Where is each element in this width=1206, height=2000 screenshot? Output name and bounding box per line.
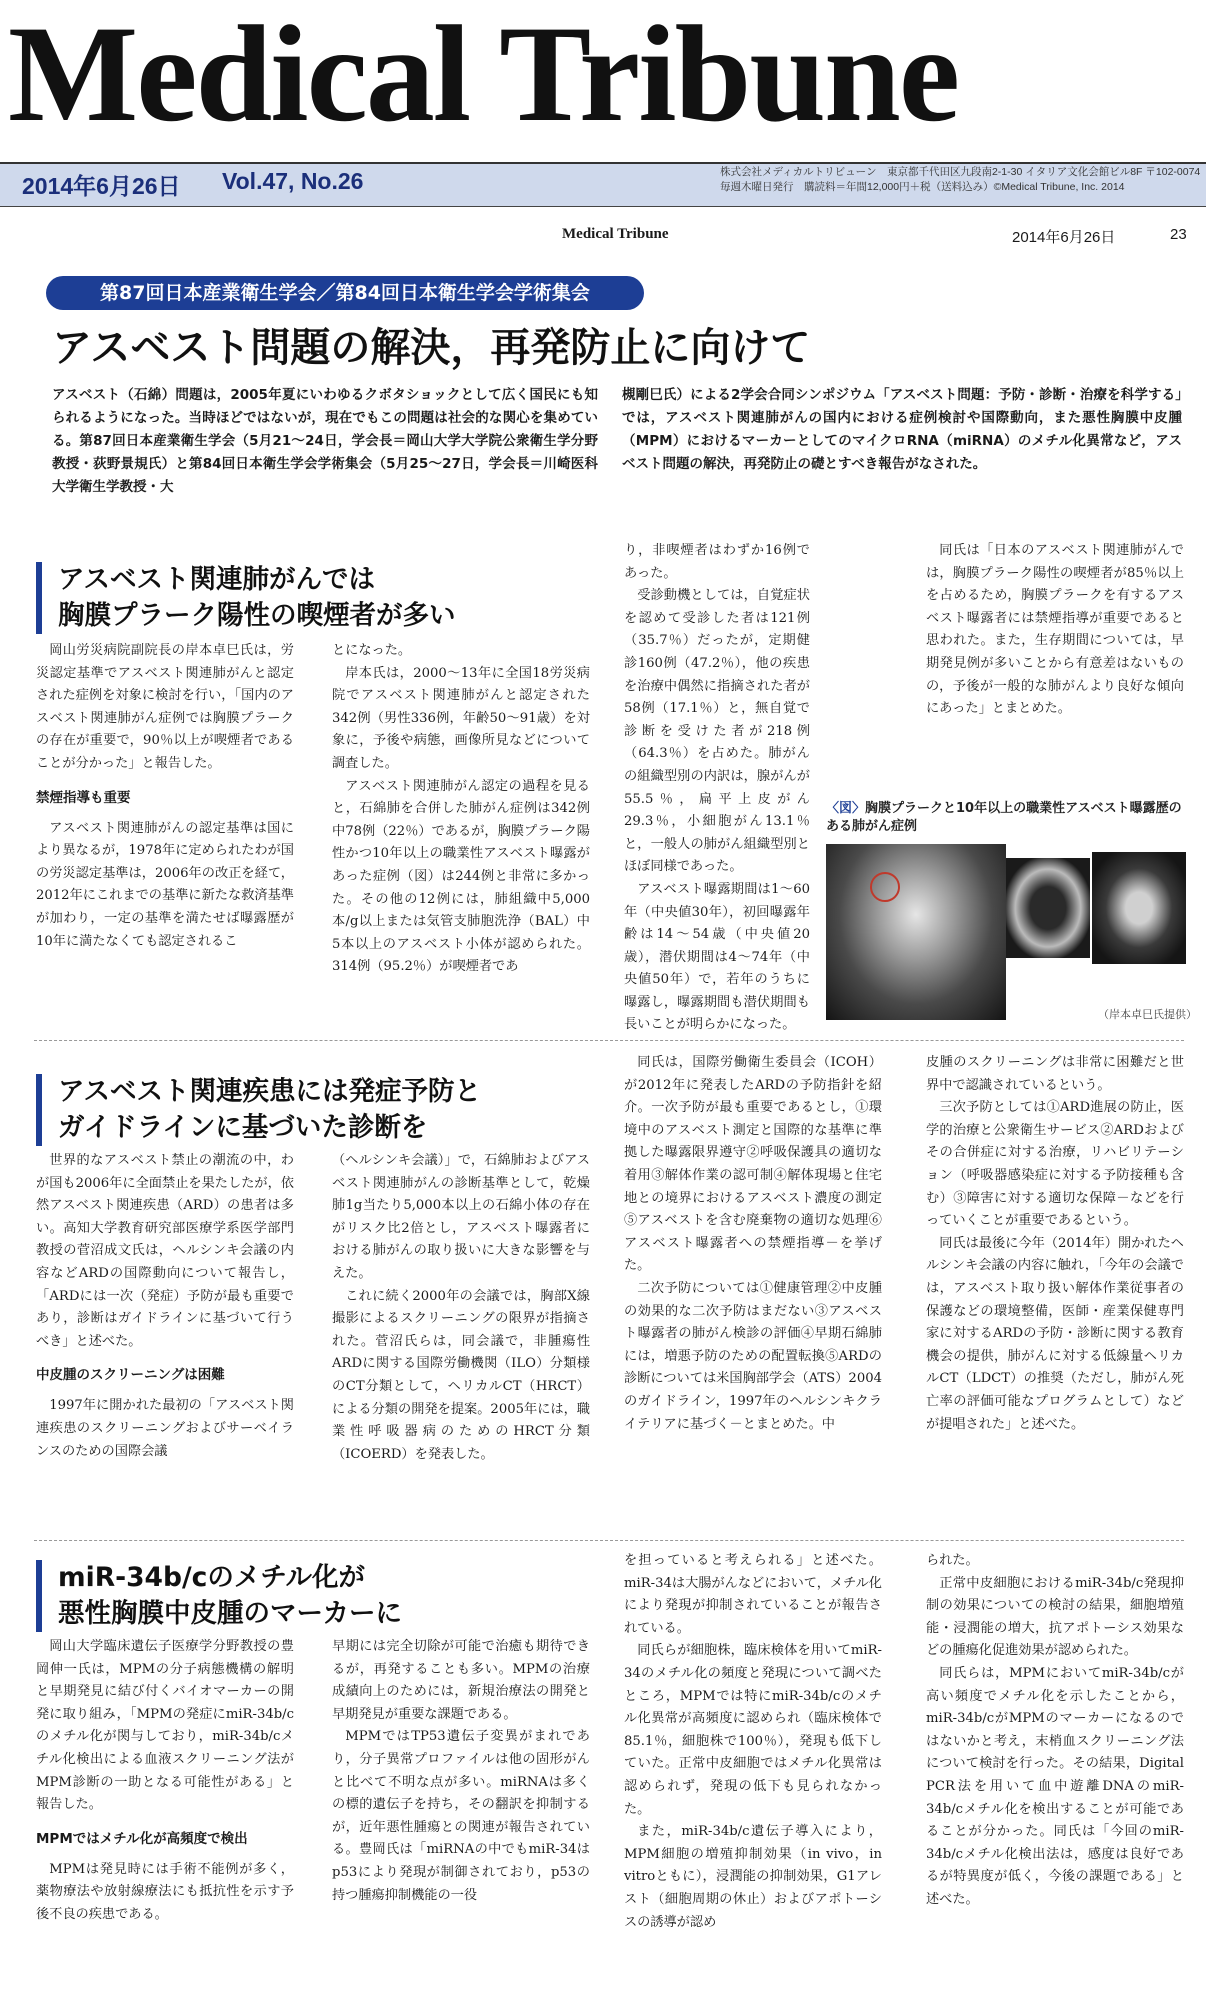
s1-column-4 (926, 540, 1184, 721)
s3-subheading: MPMではメチル化が高頻度で検出 (36, 1830, 248, 1847)
section-1-heading (36, 562, 456, 634)
s2-paragraph: 1997年に開かれた最初の「アスベスト関連疾患のスクリーニングおよびサーベイランスのための国際会議 (36, 1398, 294, 1459)
s1-paragraph: 岡山労災病院副院長の岸本卓巳氏は，労災認定基準でアスベスト関連肺がんと認定された症例を対象に検討を行い，「国内のアスベスト関連肺がん症例では胸膜プラークの存在が重要で，90％以上が喫煙者であることが分かった」と報告した。 (36, 643, 294, 771)
ct-scan-image-1 (1006, 858, 1090, 958)
s2-paragraph: 三次予防としては①ARD進展の防止，医学的治療と公衆衛生サービス②ARDおよびその合併症に対する治療，リハビリテーション（呼吸器感染症に対する予防接種も含む）③障害に対する適切な保障－などを行っていくことが重要であるという。 (926, 1100, 1184, 1229)
section-2-heading-line-2: ガイドラインに基づいた診断を (58, 1112, 428, 1143)
publisher-line-1: 株式会社メディカルトリビューン 東京都千代田区九段南2-1-30 イタリア文化会館ビル8F 〒102-0074 (720, 166, 1201, 178)
s2-paragraph: 世界的なアスベスト禁止の潮流の中，わが国も2006年に全面禁止を果たしたが，依然アスベスト関連疾患（ARD）の患者は多い。高知大学教育研究部医療学系医学部門教授の菅沼成文氏は，ヘルシンキ会議の内容などARDの国際動向について報告し，「ARDには一次（発症）予防が最も重要であり，診断はガイドラインに基づいて行うべき」と述べた。 (36, 1153, 294, 1349)
s3-column-2 (332, 1636, 590, 1907)
s1-column-3 (624, 540, 810, 1037)
s2-paragraph: 皮腫のスクリーニングは非常に困難だと世界中で認識されているという。 (926, 1055, 1184, 1093)
s1-subheading: 禁煙指導も重要 (36, 789, 131, 806)
s3-paragraph: を担っていると考えられる」と述べた。miR-34は大腸がんなどにおいて，メチル化により発現が抑制されていることが報告されている。 (624, 1553, 882, 1636)
running-head-paper: Medical Tribune (562, 226, 669, 242)
s3-paragraph: 岡山大学臨床遺伝子医療学分野教授の豊岡伸一氏は，MPMの分子病態機構の解明と早期発見に結び付くバイオマーカーの開発に取り組み，「MPMの発症にmiR-34b/cのメチル化が関与しており，miR-34b/cメチル化検出による血液スクリーニング法がMPM診断の一助となる可能性がある」と報告した。 (36, 1639, 294, 1813)
section-2-heading (36, 1074, 481, 1146)
publisher-line-2: 毎週木曜日発行 購読料＝年間12,000円＋税（送料込み）©Medical Tribune, Inc. 2014 (720, 181, 1125, 193)
s2-column-3 (624, 1052, 882, 1436)
s1-paragraph: 岸本氏は，2000〜13年に全国18労災病院でアスベスト関連肺がんと認定された342例（男性336例，年齢50〜91歳）を対象に，予後や病態，画像所見などについて調査した。 (332, 665, 590, 771)
section-1-heading-line-2: 胸膜プラーク陽性の喫煙者が多い (58, 600, 456, 631)
s1-column-1 (36, 640, 294, 953)
s2-paragraph: これに続く2000年の会議では，胸部X線撮影によるスクリーニングの限界が指摘された。菅沼氏らは，同会議で，非腫瘍性ARDに関する国際労働機関（ILO）分類様のCT分類として，ヘリカルCT（HRCT）による分類の開発を提案。2005年には，職業性呼吸器病のためのHRCT分類（ICOERD）を発表した。 (332, 1288, 590, 1462)
s1-paragraph: アスベスト関連肺がん認定の過程を見ると，石綿肺を合併した肺がん症例は342例中78例（22％）であるが，胸膜プラーク陽性かつ10年以上の職業性アスベスト曝露があった症例（図）は244例と非常に多かった。その他の12例には，肺組織中5,000本/g以上または気管支肺胞洗浄（BAL）中5本以上のアスベスト小体が認められた。314例（95.2％）が喫煙者であ (332, 778, 590, 975)
s1-paragraph: アスベスト曝露期間は1〜60年（中央値30年），初回曝露年齢は14〜54歳（中央値20歳），潜伏期間は4〜74年（中央値50年）で，若年のうちに曝露し，曝露期間も潜伏期間も長いことが明らかになった。 (624, 881, 810, 1033)
s3-column-3 (624, 1550, 882, 1934)
section-3-heading-line-1: miR-34b/cのメチル化が (58, 1562, 366, 1593)
s2-column-2 (332, 1150, 590, 1466)
s3-paragraph: られた。 (926, 1553, 979, 1568)
publisher-info (720, 165, 1200, 195)
s3-paragraph: 正常中皮細胞におけるmiR-34b/c発現抑制の効果についての検討の結果，細胞増殖能・浸潤能の増大，抗アポトーシス効果などの腫瘍化促進効果が認められた。 (926, 1575, 1184, 1659)
figure-caption-text: 胸膜プラークと10年以上の職業性アスベスト曝露歴のある肺がん症例 (826, 801, 1182, 834)
section-divider (34, 1540, 1184, 1541)
ct-scan-image-2 (1092, 852, 1186, 964)
article-title: アスベスト問題の解決，再発防止に向けて (52, 325, 811, 371)
s2-column-4 (926, 1052, 1184, 1436)
s2-subheading: 中皮腫のスクリーニングは困難 (36, 1367, 225, 1384)
s3-column-1 (36, 1636, 294, 1927)
figure-caption (826, 800, 1186, 836)
s2-paragraph: 同氏は最後に今年（2014年）開かれたヘルシンキ会議の内容に触れ，「今年の会議では，アスベスト取り扱い解体作業従事者の保護などの環境整備，医師・産業保健専門家に対するARDの予防・診断に関する教育機会の提供，肺がんに対する低線量ヘリカルCT（LDCT）の推奨（ただし，肺がん死亡率の評価可能なプログラムとして）などが提唱された」と述べた。 (926, 1235, 1184, 1432)
s3-paragraph: 早期には完全切除が可能で治癒も期待できるが，再発することも多い。MPMの治療成績向上のためには，新規治療法の開発と早期発見が重要な課題である。 (332, 1639, 590, 1722)
s3-paragraph: MPMは発見時には手術不能例が多く，薬物療法や放射線療法にも抵抗性を示す予後不良の疾患である。 (36, 1861, 294, 1922)
s3-paragraph: MPMではTP53遺伝子変異がまれであり，分子異常プロファイルは他の固形がんと比べて不明な点が多い。miRNAは多くの標的遺伝子を持ち，その翻訳を抑制するが，近年悪性腫瘍との関連が報告されている。豊岡氏は「miRNAの中でもmiR-34はp53により発現が制御されており，p53の持つ腫瘍抑制機能の一役 (332, 1729, 590, 1903)
masthead-logo: Medical Tribune (8, 0, 959, 150)
s3-paragraph: 同氏らが細胞株，臨床検体を用いてmiR-34のメチル化の頻度と発現について調べたところ，MPMでは特にmiR-34b/cのメチル化異常が高頻度に認められ（臨床検体で85.1％，細胞株で100％），発現も低下していた。正常中皮細胞ではメチル化異常は認められず，発現の低下も見られなかった。 (624, 1643, 882, 1817)
figure-label: 〈図〉 (826, 801, 866, 816)
chest-xray-image (826, 844, 1006, 1020)
s3-column-4 (926, 1550, 1184, 1912)
section-3-heading (36, 1560, 402, 1632)
section-divider (34, 1040, 1184, 1041)
s2-paragraph: 同氏は，国際労働衛生委員会（ICOH）が2012年に発表したARDの予防指針を紹介。一次予防が最も重要であるとし，①環境中のアスベスト測定と国際的な基準に準拠した曝露限界遵守②呼吸保護具の適切な着用③解体作業の認可制④解体現場と住宅地との境界におけるアスベスト濃度の測定⑤アスベストを含む廃棄物の適切な処理⑥アスベスト曝露者への禁煙指導－を挙げた。 (624, 1055, 882, 1274)
s1-paragraph: とになった。 (332, 643, 412, 658)
page-number: 23 (1170, 226, 1187, 243)
s1-paragraph: 同氏は「日本のアスベスト関連肺がんでは，胸膜プラーク陽性の喫煙者が85％以上を占めるため，胸膜プラークを有するアスベスト曝露者には禁煙指導が重要であると思われた。また，生存期間については，早期発見例が多いことから有意差はないものの，予後が一般的な肺がんより良好な傾向にあった」とまとめた。 (926, 543, 1184, 717)
issue-volume: Vol.47, No.26 (222, 168, 364, 194)
s2-paragraph: （ヘルシンキ会議）」で，石綿肺およびアスベスト関連肺がんの診断基準として，乾燥肺1g当たり5,000本以上の石綿小体の存在がリスク比2倍とし，アスベスト曝露者における肺がんの取り扱いに大きな影響を与えた。 (332, 1153, 590, 1281)
lead-right: 槻剛巳氏）による2学会合同シンポジウム「アスベスト問題：予防・診断・治療を科学する」では，アスベスト関連肺がんの国内における症例検討や国際動向，また悪性胸膜中皮腫（MPM）におけるマーカーとしてのマイクロRNA（miRNA）のメチル化異常など，アスベスト問題の解決，再発防止の礎とすべき報告がなされた。 (622, 387, 1182, 472)
s1-paragraph: り，非喫煙者はわずか16例であった。 (624, 543, 810, 581)
s2-column-1 (36, 1150, 294, 1463)
section-3-heading-line-2: 悪性胸膜中皮腫のマーカーに (58, 1598, 402, 1629)
lead-left: アスベスト（石綿）問題は，2005年夏にいわゆるクボタショックとして広く国民にも知られるようになった。当時ほどではないが，現在でもこの問題は社会的な関心を集めている。第87回日本産業衛生学会（5月21〜24日，学会長＝岡山大学大学院公衆衛生学分野教授・荻野景規氏）と第84回日本衛生学会学術集会（5月25〜27日，学会長＝川崎医科大学衛生学教授・大 (52, 387, 598, 495)
s2-paragraph: 二次予防については①健康管理②中皮腫の効果的な二次予防はまだない③アスベスト曝露者の肺がん検診の評価④早期石綿肺には，増悪予防のための配置転換⑤ARDの診断については米国胸部学会（ATS）2004のガイドライン，1997年のヘルシンキクライテリアに基づく－とまとめた。中 (624, 1280, 882, 1432)
s1-paragraph: アスベスト関連肺がんの認定基準は国により異なるが，1978年に定められたわが国の労災認定基準は，2006年の改正を経て，2012年にこれまでの基準に新たな救済基準が加わり，一定の基準を満たせば曝露歴が10年に満たなくても認定されるこ (36, 820, 294, 949)
section-2-heading-line-1: アスベスト関連疾患には発症予防と (58, 1076, 481, 1107)
lesion-marker (870, 872, 900, 902)
conference-banner: 第87回日本産業衛生学会／第84回日本衛生学会学術集会 (46, 276, 644, 310)
s3-paragraph: また，miR-34b/c遺伝子導入により，MPM細胞の増殖抑制効果（in vivo，in vitroともに），浸潤能の抑制効果，G1アレスト（細胞周期の休止）およびアポトーシスの誘導が認め (624, 1824, 882, 1930)
s1-column-2 (332, 640, 590, 979)
section-1-heading-line-1: アスベスト関連肺がんでは (58, 564, 375, 595)
issue-date: 2014年6月26日 (22, 173, 181, 199)
s1-paragraph: 受診動機としては，自覚症状を認めて受診した者は121例（35.7％）だったが，定期健診160例（47.2％），他の疾患を治療中偶然に指摘された者が58例（17.1％）と，無自覚で診断を受けた者が218例（64.3％）を占めた。肺がんの組織型別の内訳は，腺がんが55.5％，扁平上皮がん29.3％，小細胞がん13.1％と，一般人の肺がん組織型別とほぼ同様であった。 (624, 588, 810, 875)
s3-paragraph: 同氏らは，MPMにおいてmiR-34b/cが高い頻度でメチル化を示したことから，miR-34b/cがMPMのマーカーになるのではないかと考え，末梢血スクリーニング法について検討を行った。その結果，Digital PCR法を用いて血中遊離DNAのmiR-34b/cメチル化を検出することが可能であることが分かった。同氏は「今回のmiR-34b/cメチル化検出法は，感度は良好であるが特異度が低く，今後の課題である」と述べた。 (926, 1665, 1184, 1907)
figure-credit: （岸本卓巳氏提供） (1098, 1008, 1197, 1021)
running-head-date: 2014年6月26日 (1012, 229, 1116, 246)
